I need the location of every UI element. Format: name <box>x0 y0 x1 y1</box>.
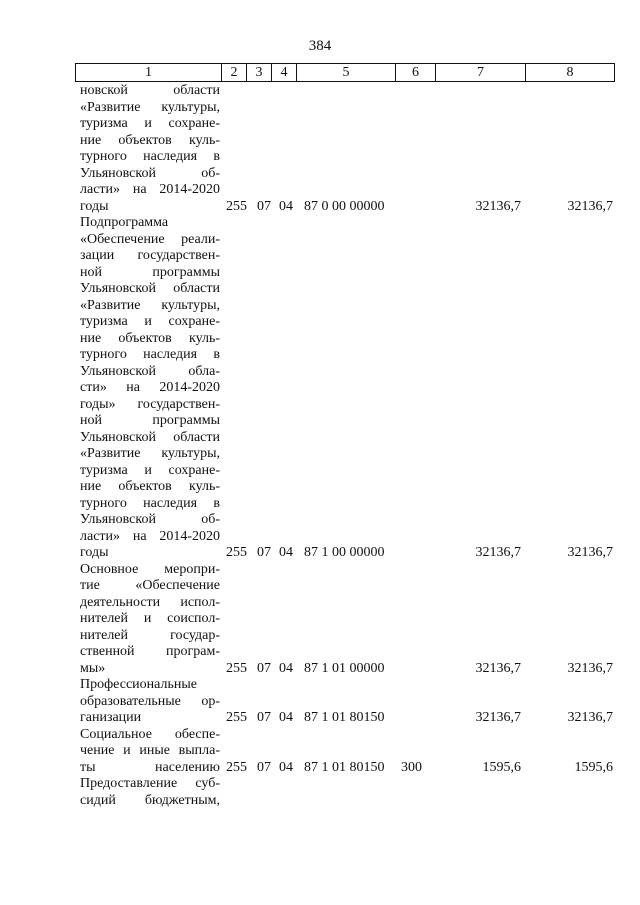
row-c3-value: 07 <box>257 660 271 676</box>
row-c4-value: 04 <box>279 759 293 775</box>
row-name-line: Ульяновской области <box>80 429 220 445</box>
row-name-line: ты населению <box>80 759 220 775</box>
row-name <box>80 562 220 678</box>
row-c4-value: 04 <box>279 198 293 214</box>
row-name-line: туризма и сохране- <box>80 462 220 478</box>
row-name-line: годы» государствен- <box>80 396 220 412</box>
row-c4-value: 04 <box>279 710 293 725</box>
row-c7-value: 32136,7 <box>475 198 521 214</box>
row-c7-value: 32136,7 <box>475 660 521 676</box>
row-name-line: ной программы <box>80 413 220 428</box>
header-col-2: 2 <box>221 63 246 82</box>
row-name-line: Социальное обеспе- <box>80 726 220 742</box>
row-name-line: Ульяновской об- <box>80 165 220 181</box>
row-name-line: ние объектов куль- <box>80 330 220 346</box>
row-c8-value: 32136,7 <box>567 545 613 560</box>
row-name-line: зации государствен- <box>80 248 220 263</box>
row-name-line: образовательные ор- <box>80 693 220 709</box>
row-name-line: сти» на 2014-2020 <box>80 380 220 395</box>
header-col-4: 4 <box>271 63 296 82</box>
row-c3-value: 07 <box>257 545 271 560</box>
page-number: 384 <box>308 38 332 54</box>
row-name-line: ганизации <box>80 710 142 725</box>
row-c7-value: 32136,7 <box>475 545 521 560</box>
row-name-line: новской области <box>80 83 220 98</box>
row-c2-value: 255 <box>226 759 247 775</box>
row-c4-value: 04 <box>279 545 293 560</box>
row-name-line: ласти» на 2014-2020 <box>80 182 220 197</box>
row-c6-value: 300 <box>401 759 422 775</box>
row-name-line: Профессиональные <box>80 677 197 692</box>
row-name-line: чение и иные выпла- <box>80 743 220 758</box>
row-c5-value: 87 1 01 80150 <box>304 759 385 775</box>
row-c3-value: 07 <box>257 710 271 725</box>
row-name <box>80 677 220 727</box>
header-col-5: 5 <box>296 63 395 82</box>
header-col-8: 8 <box>525 63 615 82</box>
row-name <box>80 727 220 777</box>
row-name-line: турного наследия в <box>80 149 220 164</box>
row-name <box>80 83 220 215</box>
row-name-line: годы <box>80 198 109 214</box>
row-c2-value: 255 <box>226 198 247 214</box>
row-name-line: «Развитие культуры, <box>80 297 220 313</box>
row-c5-value: 87 1 01 00000 <box>304 660 385 676</box>
row-c7-value: 32136,7 <box>475 710 521 725</box>
row-c8-value: 32136,7 <box>567 198 613 214</box>
row-c8-value: 32136,7 <box>567 710 613 725</box>
row-name-line: туризма и сохране- <box>80 314 220 329</box>
row-c5-value: 87 0 00 00000 <box>304 198 385 214</box>
header-col-7: 7 <box>435 63 525 82</box>
row-name-line: «Развитие культуры, <box>80 446 220 461</box>
row-name-line: «Обеспечение реали- <box>80 231 220 247</box>
row-name <box>80 215 220 562</box>
row-c8-value: 1595,6 <box>574 759 613 775</box>
row-name-line: турного наследия в <box>80 495 220 511</box>
row-name-line: сидий бюджетным, <box>80 792 220 808</box>
row-name-line: ственной програм- <box>80 644 220 659</box>
row-c7-value: 1595,6 <box>482 759 521 775</box>
row-c3-value: 07 <box>257 759 271 775</box>
row-name-line: нителей и соиспол- <box>80 611 220 626</box>
row-name-line: мы» <box>80 660 106 676</box>
row-name-line: деятельности испол- <box>80 594 220 610</box>
row-name-line: Подпрограмма <box>80 215 169 230</box>
row-name-line: «Развитие культуры, <box>80 99 220 115</box>
header-col-6: 6 <box>395 63 435 82</box>
row-name-line: нителей государ- <box>80 627 220 643</box>
row-c5-value: 87 1 00 00000 <box>304 545 385 560</box>
row-c5-value: 87 1 01 80150 <box>304 710 385 725</box>
row-c2-value: 255 <box>226 545 247 560</box>
row-name-line: Основное меропри- <box>80 561 220 577</box>
row-name-line: Предоставление суб- <box>80 776 220 791</box>
row-name-line: ласти» на 2014-2020 <box>80 528 220 544</box>
row-name-line: тие «Обеспечение <box>80 578 220 593</box>
row-name-line: ние объектов куль- <box>80 479 220 494</box>
row-name <box>80 776 220 809</box>
row-name-line: Ульяновской об- <box>80 512 220 527</box>
row-name-line: ние объектов куль- <box>80 132 220 148</box>
row-c3-value: 07 <box>257 198 271 214</box>
row-name-line: ной программы <box>80 264 220 280</box>
row-name-line: туризма и сохране- <box>80 116 220 131</box>
row-name-line: Ульяновской области <box>80 281 220 296</box>
row-name-line: турного наследия в <box>80 347 220 362</box>
header-col-1: 1 <box>75 63 221 82</box>
row-name-line: годы <box>80 545 109 560</box>
table-header <box>75 63 615 82</box>
header-col-3: 3 <box>246 63 271 82</box>
row-c4-value: 04 <box>279 660 293 676</box>
row-c2-value: 255 <box>226 660 247 676</box>
row-c2-value: 255 <box>226 710 247 725</box>
row-c8-value: 32136,7 <box>567 660 613 676</box>
row-name-line: Ульяновской обла- <box>80 363 220 379</box>
